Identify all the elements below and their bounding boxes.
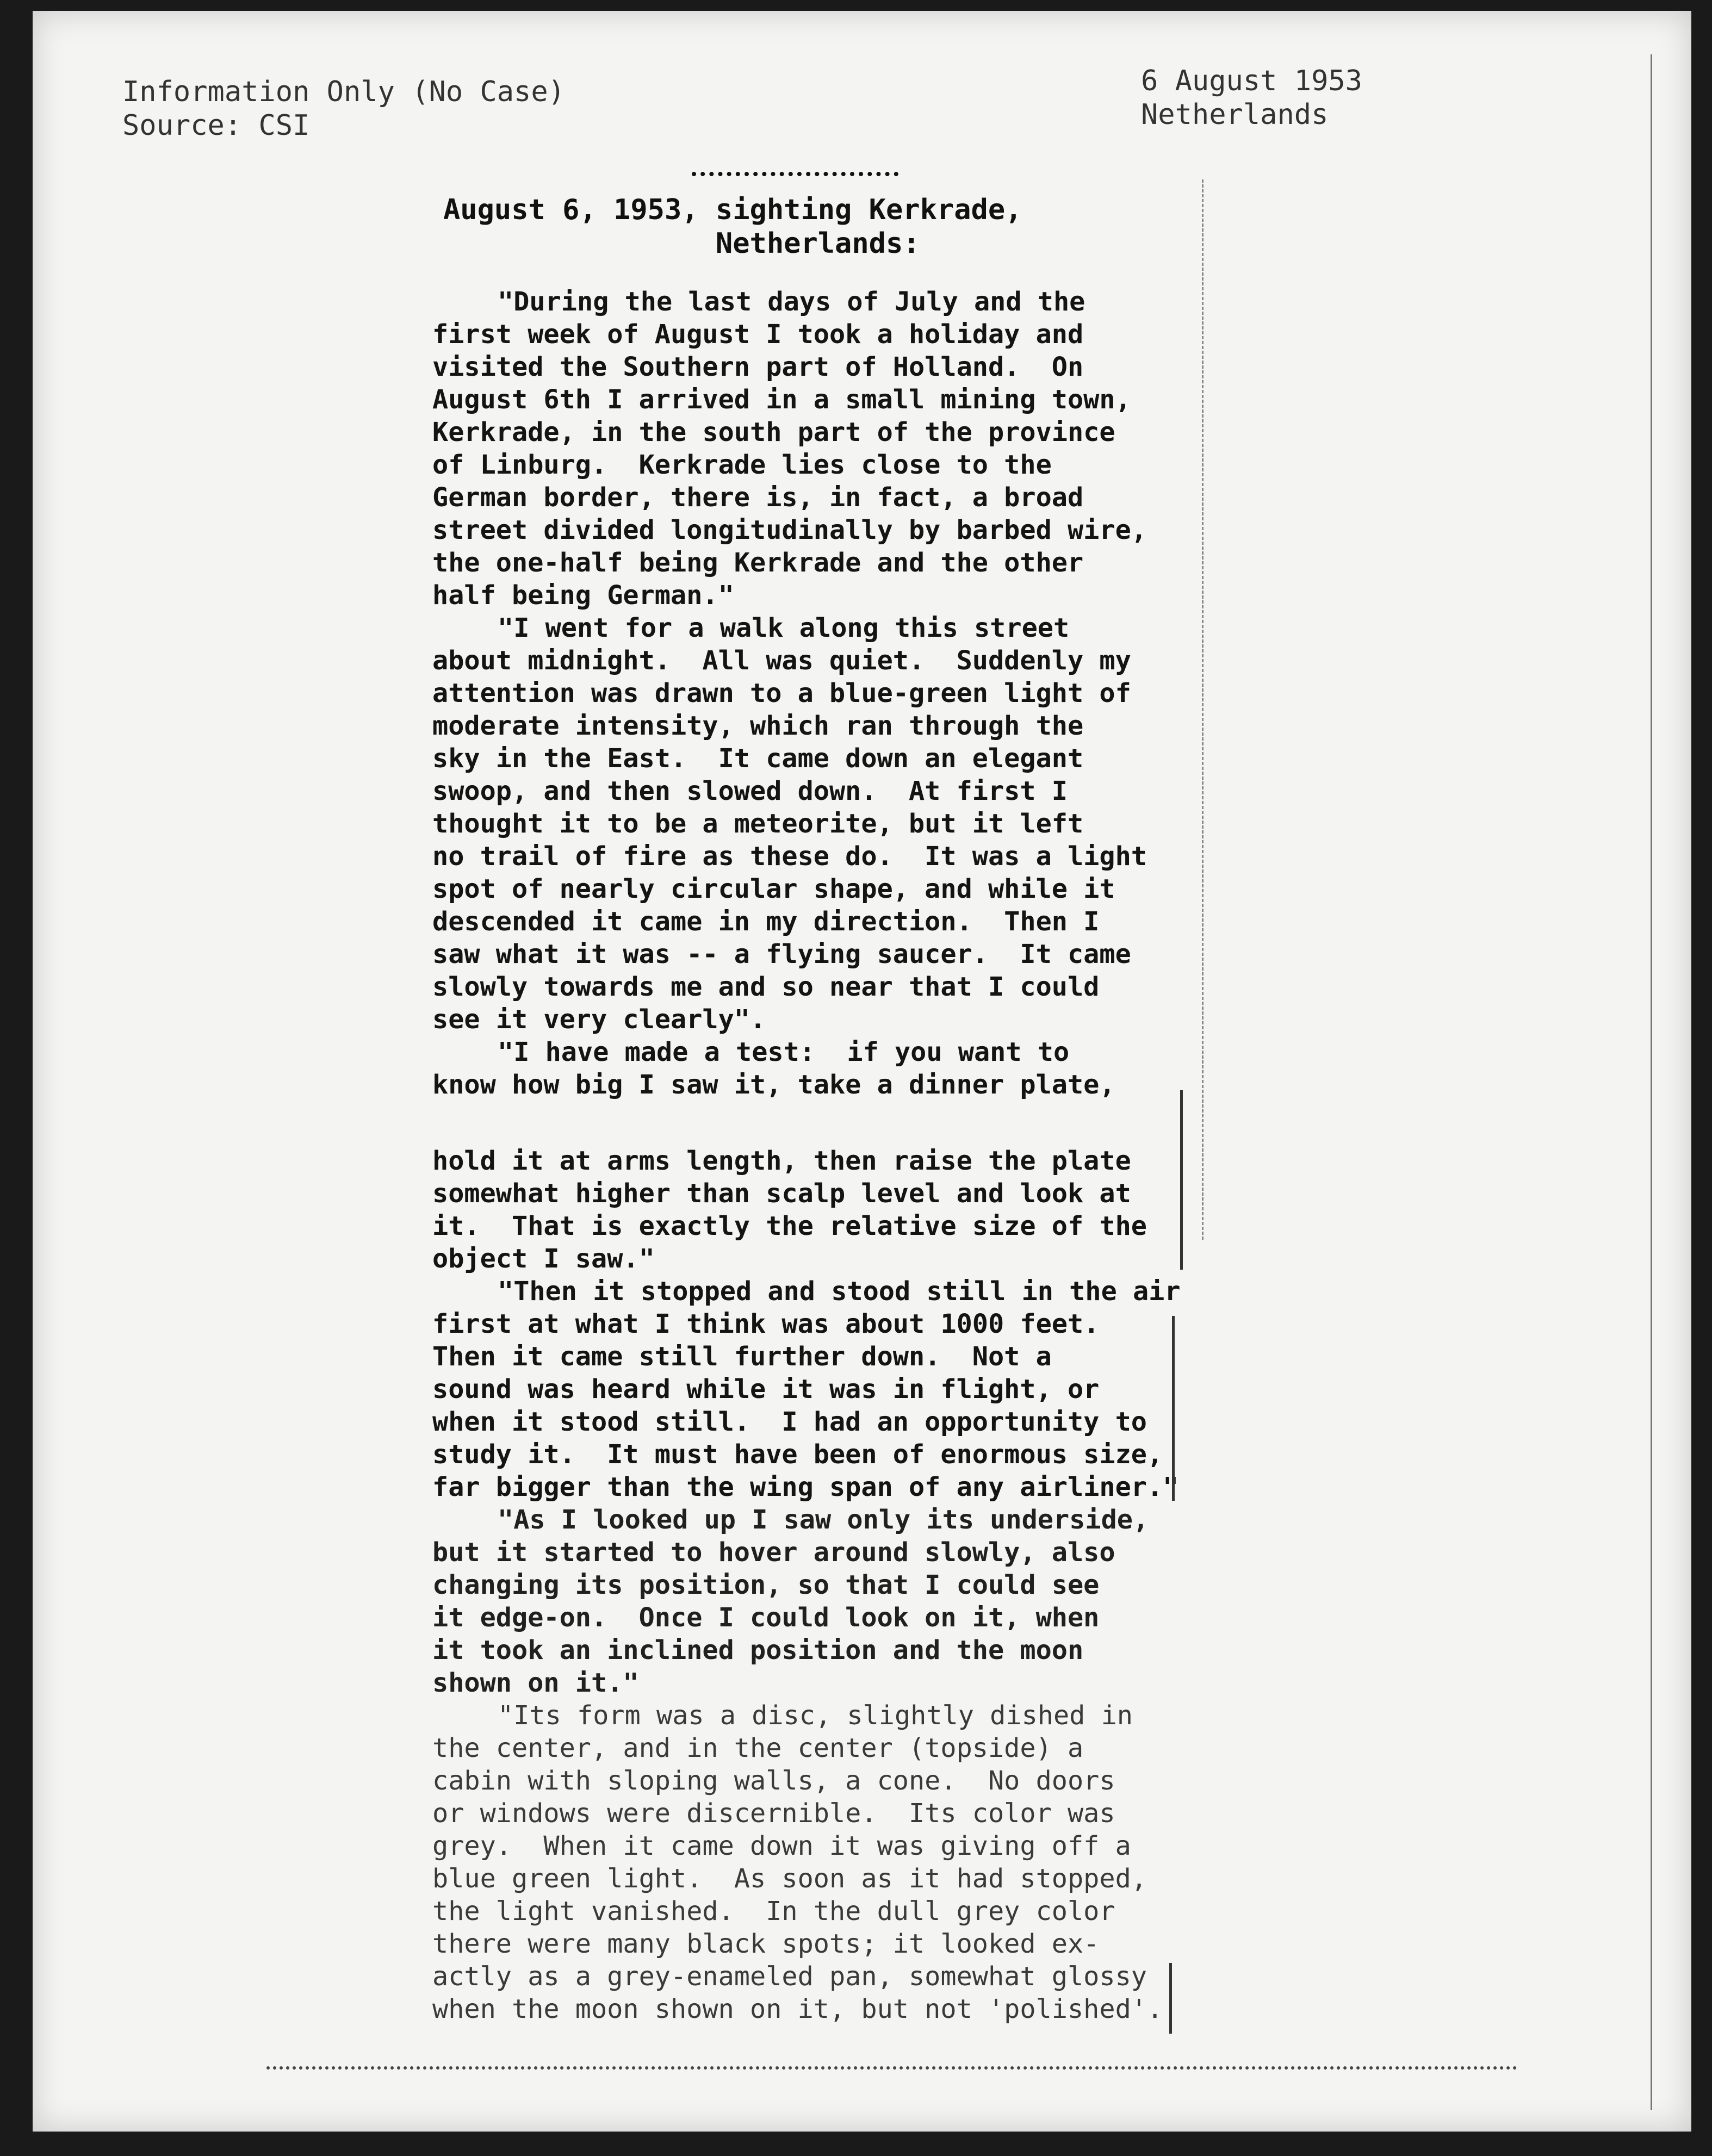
text-line: shown on it." xyxy=(432,1668,639,1698)
text-line: street divided longitudinally by barbed wire, xyxy=(432,515,1147,545)
text-line: when the moon shown on it, but not 'polished'. xyxy=(432,1994,1163,2024)
text-line: object I saw." xyxy=(432,1244,655,1274)
margin-dash-line xyxy=(1202,179,1204,1240)
header-right-line: 6 August 1953 xyxy=(1141,65,1362,97)
text-line: hold it at arms length, then raise the plate xyxy=(432,1146,1131,1176)
margin-bar xyxy=(1172,1316,1175,1501)
text-line: of Linburg. Kerkrade lies close to the xyxy=(432,450,1052,480)
header-left-line: Information Only (No Case) xyxy=(122,76,565,108)
text-line: Kerkrade, in the south part of the province xyxy=(432,417,1115,448)
text-line: Then it came still further down. Not a xyxy=(432,1341,1052,1372)
paragraph xyxy=(432,1036,1237,1101)
text-line: thought it to be a meteorite, but it left xyxy=(432,809,1084,839)
text-line: "As I looked up I saw only its underside, xyxy=(498,1505,1149,1535)
title-line-2 xyxy=(443,227,716,260)
text-line: "Its form was a disc, slightly dished in xyxy=(498,1700,1133,1731)
paragraph xyxy=(432,1145,1237,1275)
text-line: when it stood still. I had an opportunity to xyxy=(432,1407,1147,1437)
text-line: somewhat higher than scalp level and look at xyxy=(432,1178,1131,1209)
text-line: visited the Southern part of Holland. On xyxy=(432,352,1084,382)
text-line: the center, and in the center (topside) a xyxy=(432,1733,1084,1763)
text-line: slowly towards me and so near that I could xyxy=(432,972,1100,1002)
text-line: "I have made a test: if you want to xyxy=(498,1037,1070,1067)
header-classification xyxy=(122,75,565,142)
text-line: the light vanished. In the dull grey color xyxy=(432,1896,1115,1927)
text-line: about midnight. All was quiet. Suddenly my xyxy=(432,645,1131,676)
document-page xyxy=(33,11,1691,2132)
text-line: it edge-on. Once I could look on it, when xyxy=(432,1602,1100,1633)
text-line: half being German." xyxy=(432,580,734,611)
text-line: no trail of fire as these do. It was a light xyxy=(432,841,1147,872)
text-line: attention was drawn to a blue-green light of xyxy=(432,678,1131,709)
text-line: moderate intensity, which ran through the xyxy=(432,711,1084,741)
text-line: "During the last days of July and the xyxy=(498,287,1085,317)
paragraph xyxy=(432,285,1237,612)
text-line: actly as a grey-enameled pan, somewhat glossy xyxy=(432,1961,1147,1992)
page-break-gap xyxy=(432,1101,1237,1145)
paragraph xyxy=(432,1275,1237,1503)
text-line: or windows were discernible. Its color was xyxy=(432,1798,1115,1829)
text-line: but it started to hover around slowly, also xyxy=(432,1537,1115,1568)
text-line: study it. It must have been of enormous size, xyxy=(432,1439,1163,1470)
text-line: swoop, and then slowed down. At first I xyxy=(432,776,1068,806)
margin-bar xyxy=(1169,1963,1172,2034)
text-line: first week of August I took a holiday and xyxy=(432,319,1084,350)
header-right-line: Netherlands xyxy=(1141,98,1329,131)
text-line: spot of nearly circular shape, and while it xyxy=(432,874,1115,904)
text-line: first at what I think was about 1000 feet. xyxy=(432,1309,1100,1339)
document-title xyxy=(443,193,1022,260)
header-date-location xyxy=(1141,64,1362,132)
title-rule xyxy=(692,172,898,176)
text-line: cabin with sloping walls, a cone. No doors xyxy=(432,1766,1115,1796)
report-body xyxy=(432,285,1237,2025)
text-line: there were many black spots; it looked ex- xyxy=(432,1929,1100,1959)
text-line: sky in the East. It came down an elegant xyxy=(432,743,1084,774)
margin-bar xyxy=(1180,1090,1183,1270)
text-line: far bigger than the wing span of any airliner." xyxy=(432,1472,1179,1502)
text-line: it took an inclined position and the moon xyxy=(432,1635,1084,1666)
paragraph xyxy=(432,612,1237,1036)
text-line: grey. When it came down it was giving off a xyxy=(432,1831,1131,1861)
text-line: August 6th I arrived in a small mining town, xyxy=(432,384,1131,415)
text-line: descended it came in my direction. Then I xyxy=(432,906,1100,937)
text-line: saw what it was -- a flying saucer. It came xyxy=(432,939,1131,970)
text-line: sound was heard while it was in flight, or xyxy=(432,1374,1100,1405)
header-left-line: Source: CSI xyxy=(122,109,310,142)
text-line: "Then it stopped and stood still in the air xyxy=(498,1276,1181,1307)
page-edge-line xyxy=(1651,54,1652,2110)
paragraph xyxy=(432,1503,1237,1699)
text-line: see it very clearly". xyxy=(432,1004,766,1035)
paragraph xyxy=(432,1699,1237,2025)
title-line-1: August 6, 1953, sighting Kerkrade, xyxy=(443,194,1022,226)
text-line: the one-half being Kerkrade and the other xyxy=(432,548,1084,578)
text-line: German border, there is, in fact, a broad xyxy=(432,482,1084,513)
text-line: it. That is exactly the relative size of the xyxy=(432,1211,1147,1241)
text-line: know how big I saw it, take a dinner plate, xyxy=(432,1070,1115,1100)
text-line: "I went for a walk along this street xyxy=(498,613,1070,643)
title-line-2-text: Netherlands: xyxy=(715,227,920,260)
text-line: changing its position, so that I could see xyxy=(432,1570,1100,1600)
bottom-dots xyxy=(266,2066,1517,2070)
text-line: blue green light. As soon as it had stopped, xyxy=(432,1863,1147,1894)
